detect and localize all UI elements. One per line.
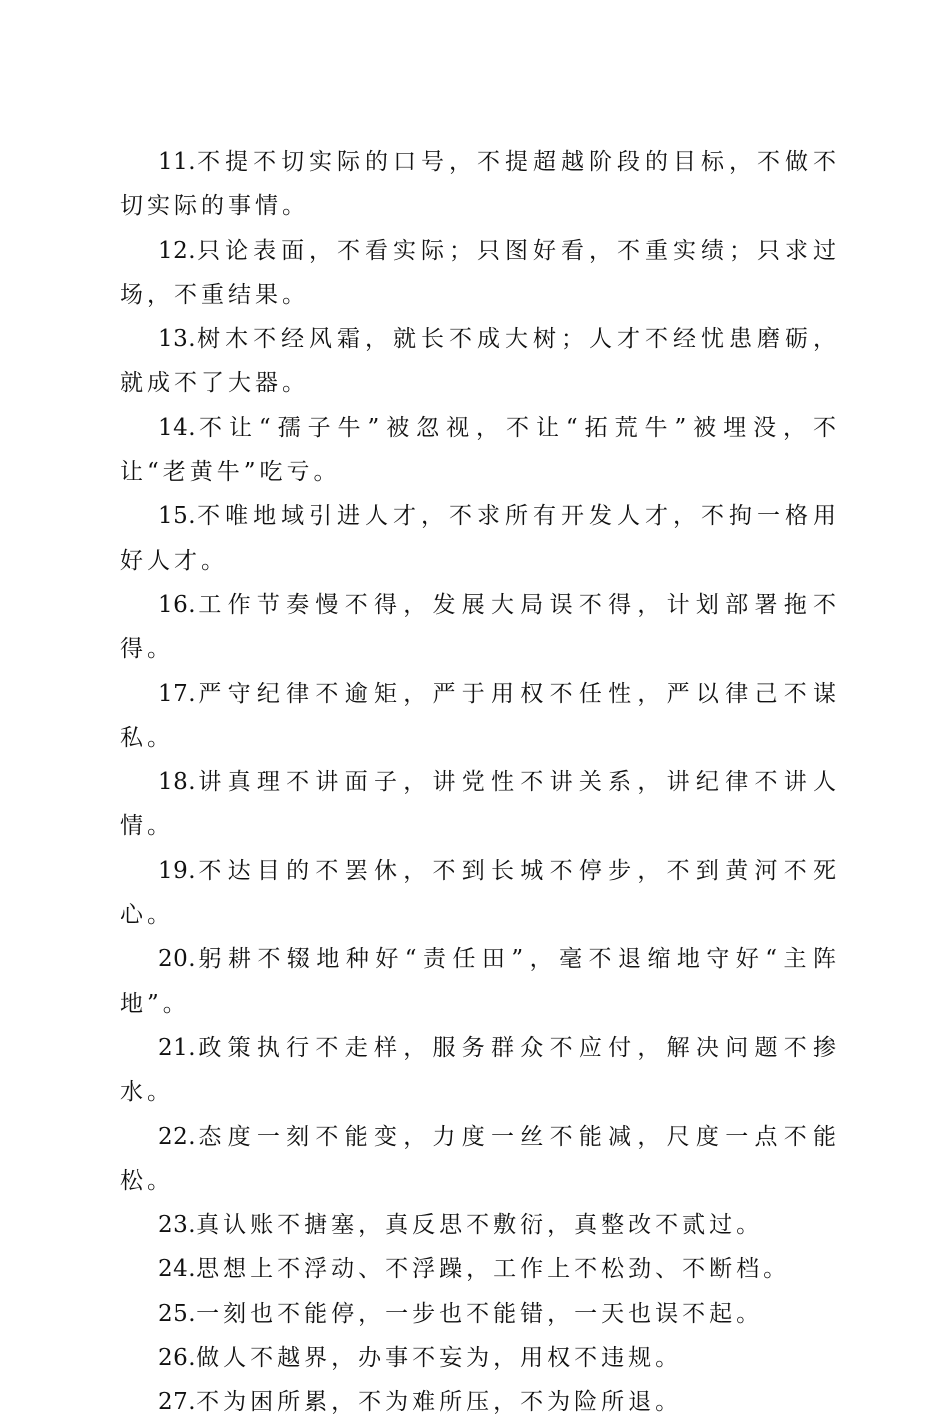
list-item [120, 937, 840, 1026]
document-body [120, 140, 840, 1425]
item-text: 不让“孺子牛”被忽视，不让“拓荒牛”被埋没，不让“老黄牛”吃亏。 [120, 414, 840, 486]
item-number: 20. [158, 946, 197, 973]
item-number: 14. [158, 414, 197, 441]
item-number: 17. [158, 680, 197, 707]
item-number: 21. [158, 1034, 197, 1061]
list-item [120, 849, 840, 938]
item-number: 25. [158, 1300, 197, 1327]
list-item [120, 1247, 840, 1291]
list-item [120, 1203, 840, 1247]
item-number: 12. [158, 237, 197, 264]
list-item [120, 760, 840, 849]
item-number: 11. [158, 149, 197, 175]
list-item [120, 406, 840, 495]
item-text: 严守纪律不逾矩，严于用权不任性，严以律己不谋私。 [120, 680, 840, 751]
item-text: 真认账不搪塞，真反思不敷衍，真整改不贰过。 [196, 1212, 764, 1239]
item-text: 不唯地域引进人才，不求所有开发人才，不拘一格用好人才。 [120, 503, 840, 574]
item-text: 做人不越界，办事不妄为，用权不违规。 [196, 1345, 683, 1372]
item-number: 16. [158, 591, 197, 618]
item-text: 思想上不浮动、不浮躁，工作上不松劲、不断档。 [196, 1256, 791, 1283]
list-item [120, 317, 840, 406]
list-item [120, 1115, 840, 1204]
item-text: 只论表面，不看实际；只图好看，不重实绩；只求过场，不重结果。 [120, 237, 840, 308]
list-item [120, 1292, 840, 1336]
item-number: 26. [158, 1345, 197, 1372]
item-number: 23. [158, 1212, 197, 1239]
item-text: 树木不经风霜，就长不成大树；人才不经忧患磨砺，就成不了大器。 [120, 326, 840, 397]
list-item [120, 1336, 840, 1380]
item-text: 不为困所累，不为难所压，不为险所退。 [196, 1389, 683, 1416]
item-text: 不提不切实际的口号，不提超越阶段的目标，不做不切实际的事情。 [120, 149, 840, 220]
item-text: 态度一刻不能变，力度一丝不能减，尺度一点不能松。 [120, 1123, 840, 1194]
item-text: 一刻也不能停，一步也不能错，一天也误不起。 [196, 1300, 764, 1327]
list-item [120, 1026, 840, 1115]
item-text: 工作节奏慢不得，发展大局误不得，计划部署拖不得。 [120, 591, 840, 663]
item-number: 22. [158, 1123, 197, 1150]
item-text: 躬耕不辍地种好“责任田”，毫不退缩地守好“主阵地”。 [120, 946, 840, 1017]
item-text: 政策执行不走样，服务群众不应付，解决问题不掺水。 [120, 1034, 840, 1106]
item-text: 不达目的不罢休，不到长城不停步，不到黄河不死心。 [120, 857, 840, 929]
list-item [120, 494, 840, 583]
list-item [120, 672, 840, 761]
item-text: 讲真理不讲面子，讲党性不讲关系，讲纪律不讲人情。 [120, 769, 840, 840]
item-number: 24. [158, 1256, 197, 1283]
list-item [120, 229, 840, 318]
item-number: 27. [158, 1389, 197, 1416]
list-item [120, 140, 840, 229]
item-number: 15. [158, 503, 197, 530]
item-number: 19. [158, 857, 197, 884]
item-number: 13. [158, 326, 197, 353]
list-item [120, 583, 840, 672]
item-number: 18. [158, 769, 197, 796]
list-item [120, 1380, 840, 1424]
